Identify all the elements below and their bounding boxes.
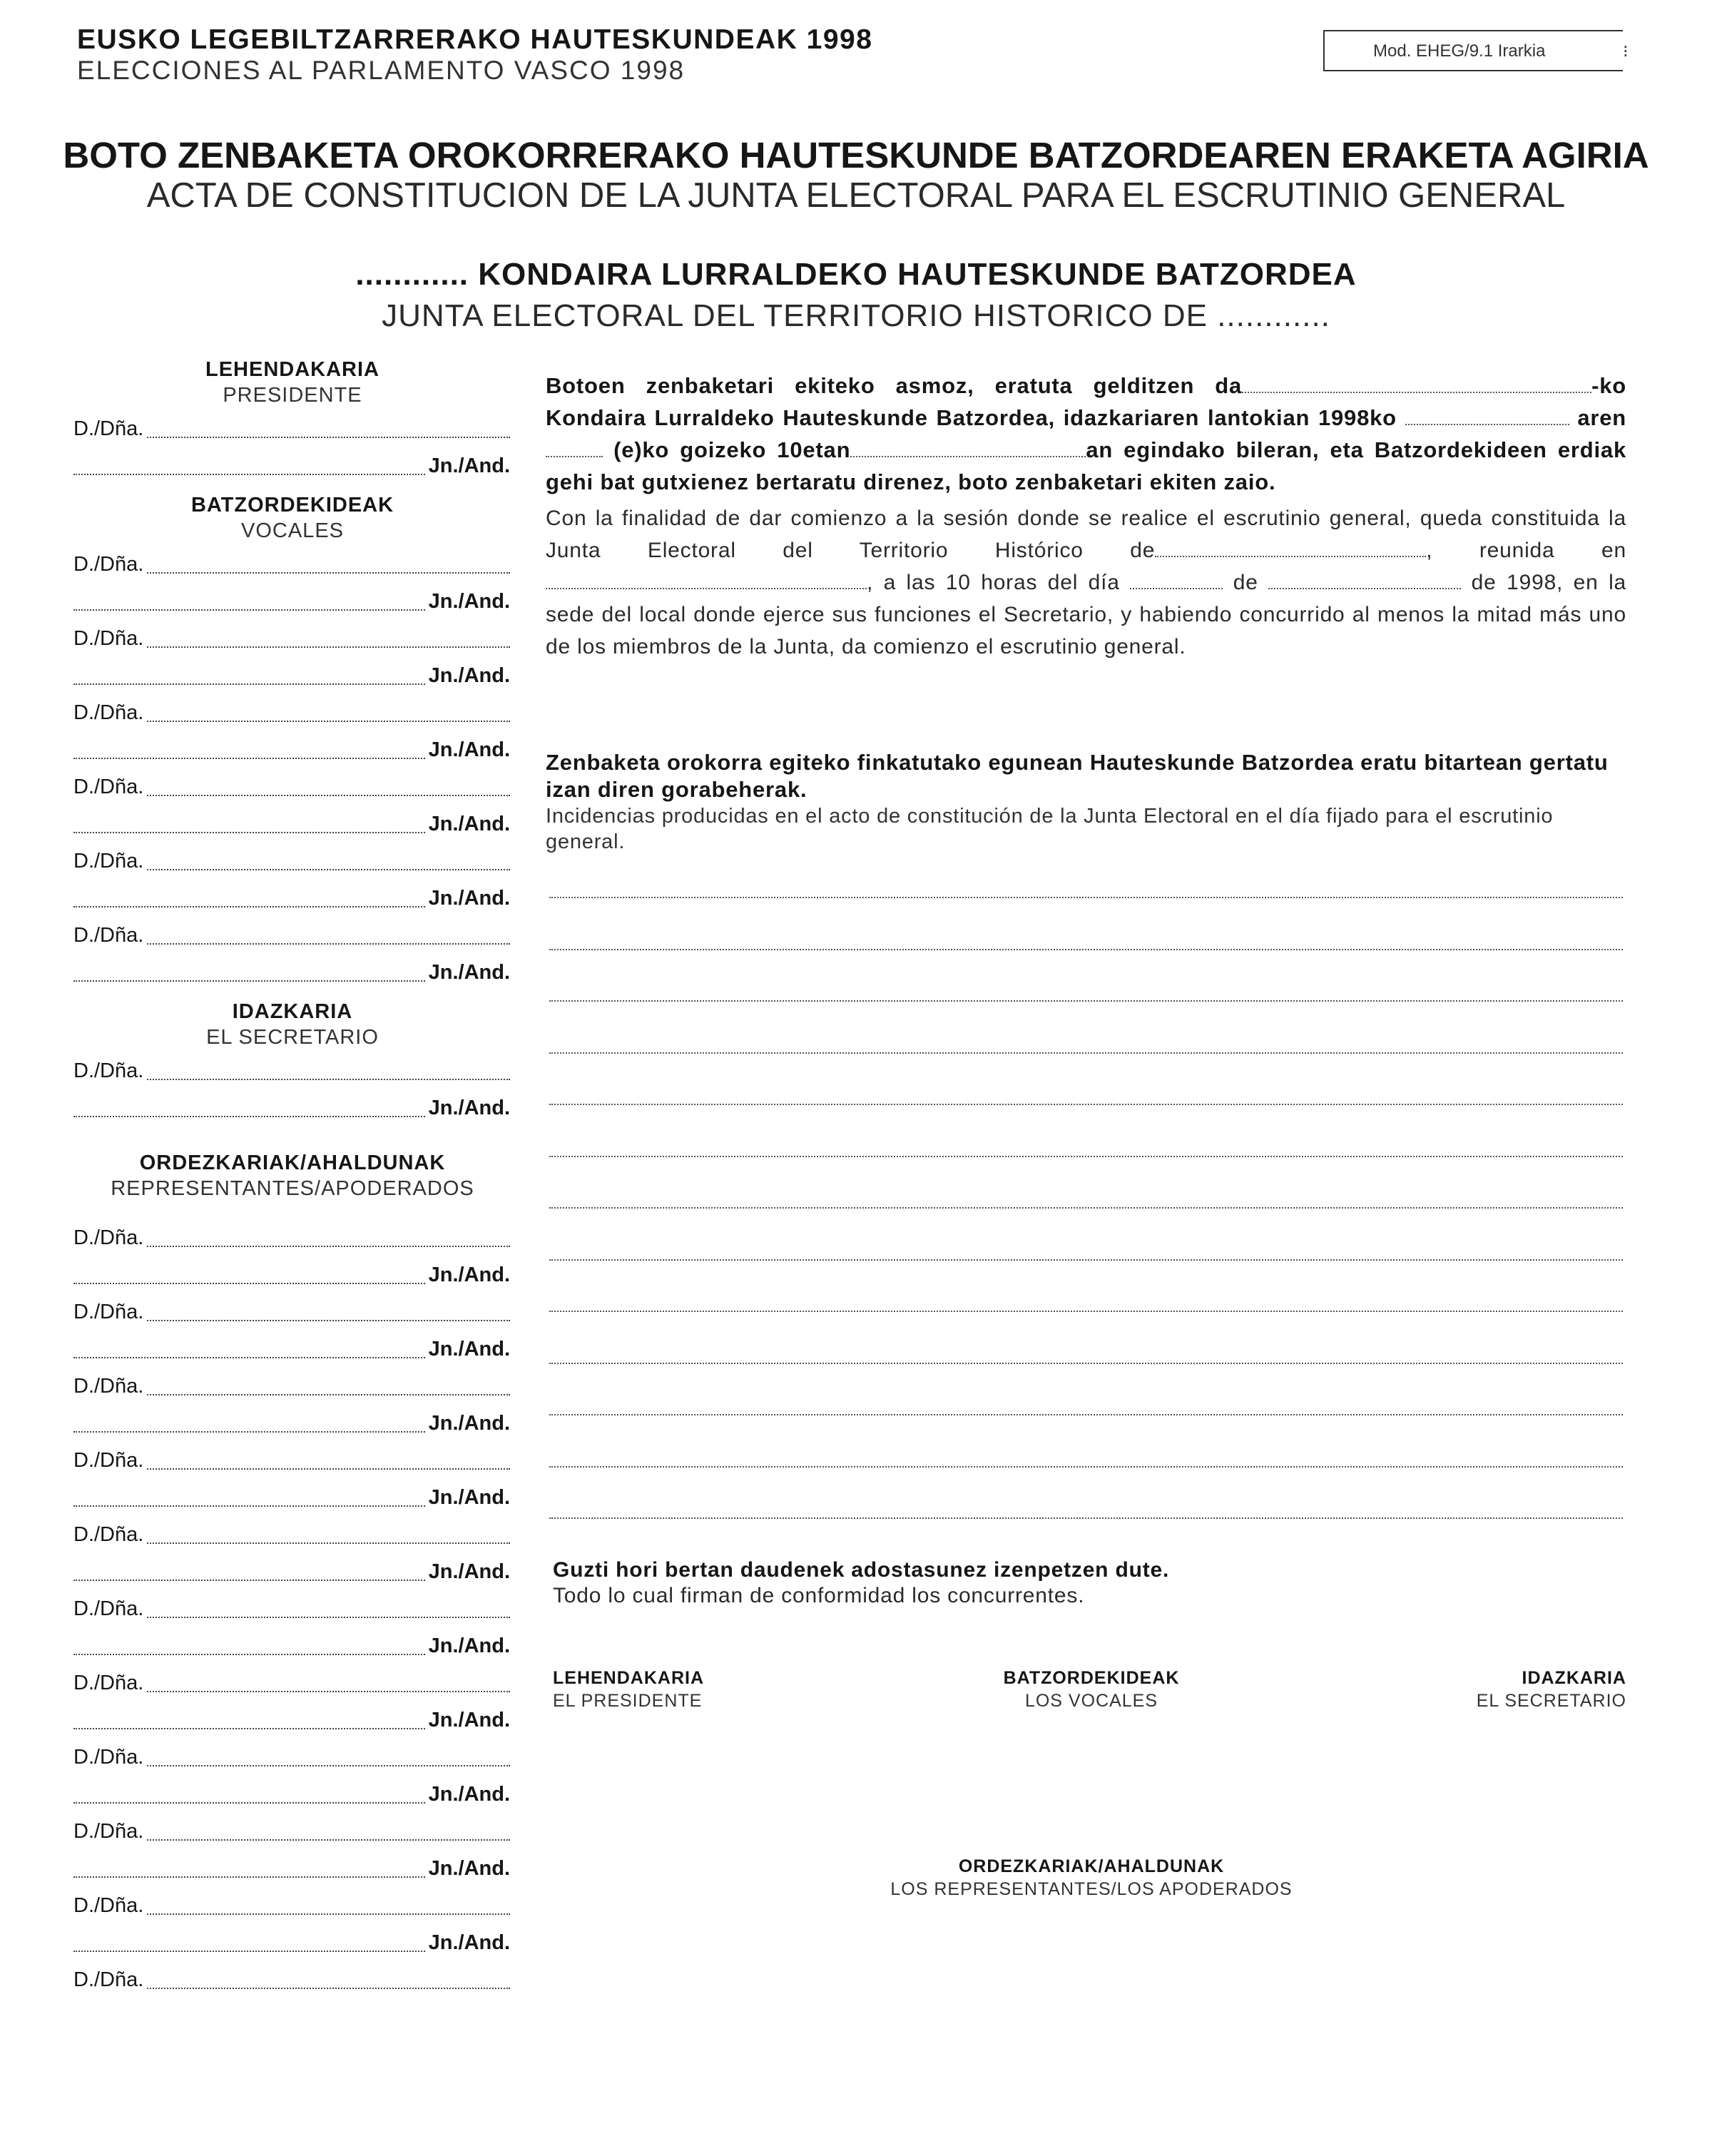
signature-secretary-eu: IDAZKARIA — [1522, 1668, 1626, 1688]
jn-and-label: Jn./And. — [426, 1931, 510, 1955]
secretary-name-field[interactable] — [68, 1050, 517, 1087]
paragraph-eu-part2: -ko Kondaira Lurraldeko Hauteskunde Batzordea, idazkariaren lantokian 1998ko — [546, 373, 1626, 430]
jn-and-label: Jn./And. — [426, 1338, 510, 1361]
president-name-field[interactable] — [68, 408, 517, 445]
vocales-heading-es: VOCALES — [241, 519, 344, 542]
territory-field-es[interactable] — [1155, 556, 1426, 557]
vocal-name-field[interactable] — [68, 692, 517, 729]
vocal-id-field[interactable] — [68, 952, 517, 989]
paragraph-eu-part5: an egindako bileran, eta Batzordekideen erdiak gehi bat gutxienez bertaratu direnez, boto zenbaketari ekiten zaio. — [546, 437, 1626, 494]
signature-secretary-es: EL SECRETARIO — [1476, 1691, 1626, 1711]
signature-vocales-eu: BATZORDEKIDEAK — [1003, 1668, 1180, 1688]
incident-line[interactable] — [549, 1517, 1623, 1519]
vocal-id-field[interactable] — [68, 581, 517, 618]
jn-and-label: Jn./And. — [426, 1783, 510, 1806]
dona-label: D./Dña. — [73, 1375, 146, 1398]
jn-and-label: Jn./And. — [426, 1412, 510, 1435]
junta-title-eu: ............ KONDAIRA LURRALDEKO HAUTESKUNDE BATZORDEA — [355, 257, 1357, 292]
secretary-heading-es: EL SECRETARIO — [206, 1026, 379, 1049]
venue-field-eu[interactable] — [850, 456, 1086, 457]
dona-label: D./Dña. — [73, 1672, 146, 1695]
jn-and-label: Jn./And. — [426, 1634, 510, 1658]
dona-label: D./Dña. — [73, 1820, 146, 1844]
dona-label: D./Dña. — [73, 1226, 146, 1250]
dona-label: D./Dña. — [73, 701, 146, 725]
month-field-es[interactable] — [1268, 588, 1461, 589]
jn-and-label: Jn./And. — [426, 887, 510, 910]
day-field-es[interactable] — [1130, 588, 1223, 589]
representative-id-field[interactable] — [68, 1922, 517, 1959]
box-corner-mark: ⁝ — [1623, 42, 1629, 61]
incident-line[interactable] — [549, 949, 1623, 950]
representatives-heading-eu: ORDEZKARIAK/AHALDUNAK — [139, 1151, 446, 1174]
dona-label: D./Dña. — [73, 1059, 146, 1083]
dona-label: D./Dña. — [73, 417, 146, 441]
dona-label: D./Dña. — [73, 1523, 146, 1547]
representative-id-field[interactable] — [68, 1625, 517, 1662]
signature-vocales — [949, 1667, 1234, 1712]
representative-id-field[interactable] — [68, 1403, 517, 1440]
president-heading-eu: LEHENDAKARIA — [205, 358, 379, 381]
signature-president — [553, 1667, 704, 1712]
vocal-id-field[interactable] — [68, 878, 517, 915]
president-id-field[interactable] — [68, 445, 517, 482]
representative-name-field[interactable] — [68, 1440, 517, 1477]
representative-name-field[interactable] — [68, 1885, 517, 1922]
members-column — [68, 357, 517, 1996]
vocal-id-field[interactable] — [68, 803, 517, 840]
dona-label: D./Dña. — [73, 776, 146, 799]
paragraph-es-part2: , reunida en — [1426, 539, 1626, 562]
paragraph-es-part5: de 1998, en la sede del local donde ejerce sus funciones el Secretario, y habiendo concurrido al menos la mitad más uno de los miembros de la Junta, da comienzo el escrutinio general. — [546, 571, 1627, 659]
representative-name-field[interactable] — [68, 1959, 517, 1996]
representative-id-field[interactable] — [68, 1774, 517, 1811]
vocal-name-field[interactable] — [68, 544, 517, 581]
closing-text-es: Todo lo cual firman de conformidad los concurrentes. — [553, 1584, 1085, 1607]
paragraph-eu-part1: Botoen zenbaketari ekiteko asmoz, eratuta gelditzen da — [546, 373, 1243, 398]
jn-and-label: Jn./And. — [426, 664, 510, 688]
constitution-paragraph-eu — [546, 370, 1626, 663]
vocal-id-field[interactable] — [68, 655, 517, 692]
signature-representatives-es: LOS REPRESENTANTES/LOS APODERADOS — [890, 1879, 1293, 1899]
incident-line[interactable] — [549, 1414, 1623, 1415]
document-title-eu: BOTO ZENBAKETA OROKORRERAKO HAUTESKUNDE BATZORDEAREN ERAKETA AGIRIA — [63, 135, 1649, 176]
jn-and-label: Jn./And. — [426, 813, 510, 836]
election-title-es: ELECCIONES AL PARLAMENTO VASCO 1998 — [77, 56, 686, 85]
incident-line[interactable] — [549, 1000, 1623, 1002]
incident-line[interactable] — [549, 1363, 1623, 1364]
representative-id-field[interactable] — [68, 1477, 517, 1514]
dona-label: D./Dña. — [73, 1597, 146, 1621]
representative-id-field[interactable] — [68, 1699, 517, 1737]
paragraph-es-part1: Con la finalidad de dar comienzo a la sesión donde se realice el escrutinio general, queda constituida la Junta Electoral del Territorio Histórico de — [546, 507, 1626, 562]
jn-and-label: Jn./And. — [426, 1486, 510, 1510]
incident-line[interactable] — [549, 1466, 1623, 1468]
signature-president-eu: LEHENDAKARIA — [553, 1668, 704, 1688]
dona-label: D./Dña. — [73, 850, 146, 873]
incident-line[interactable] — [549, 1311, 1623, 1312]
signature-president-es: EL PRESIDENTE — [553, 1691, 703, 1711]
representative-name-field[interactable] — [68, 1662, 517, 1699]
jn-and-label: Jn./And. — [426, 1263, 510, 1287]
dona-label: D./Dña. — [73, 553, 146, 576]
dona-label: D./Dña. — [73, 1894, 146, 1918]
vocal-name-field[interactable] — [68, 766, 517, 803]
representative-name-field[interactable] — [68, 1291, 517, 1328]
jn-and-label: Jn./And. — [426, 1857, 510, 1881]
representative-name-field[interactable] — [68, 1588, 517, 1625]
incidents-section — [546, 749, 1626, 855]
dona-label: D./Dña. — [73, 924, 146, 947]
vocal-name-field[interactable] — [68, 840, 517, 878]
document-title-es: ACTA DE CONSTITUCION DE LA JUNTA ELECTORAL PARA EL ESCRUTINIO GENERAL — [146, 176, 1566, 215]
representative-name-field[interactable] — [68, 1514, 517, 1551]
paragraph-es-part3: , a las 10 horas del día — [867, 571, 1120, 594]
dona-label: D./Dña. — [73, 627, 146, 651]
dona-label: D./Dña. — [73, 1449, 146, 1473]
representative-id-field[interactable] — [68, 1328, 517, 1366]
territory-field-eu[interactable] — [1242, 392, 1591, 393]
vocal-name-field[interactable] — [68, 618, 517, 655]
jn-and-label: Jn./And. — [426, 590, 510, 614]
incident-line[interactable] — [549, 1052, 1623, 1054]
dona-label: D./Dña. — [73, 1746, 146, 1769]
representative-id-field[interactable] — [68, 1848, 517, 1885]
paragraph-es-part4: de — [1233, 571, 1258, 594]
day-field-eu[interactable] — [546, 456, 603, 457]
representative-name-field[interactable] — [68, 1737, 517, 1774]
jn-and-label: Jn./And. — [426, 1097, 510, 1120]
venue-field-es[interactable] — [546, 588, 867, 589]
incidents-heading-es: Incidencias producidas en el acto de constitución de la Junta Electoral en el día fijado para el escrutinio general. — [546, 805, 1554, 853]
representative-id-field[interactable] — [68, 1254, 517, 1291]
signature-secretary — [1412, 1667, 1626, 1712]
vocal-name-field[interactable] — [68, 915, 517, 952]
incidents-heading-eu: Zenbaketa orokorra egiteko finkatutako egunean Hauteskunde Batzordea eratu bitartean gertatu izan diren gorabeherak. — [546, 750, 1609, 802]
representative-name-field[interactable] — [68, 1366, 517, 1403]
junta-title-es: JUNTA ELECTORAL DEL TERRITORIO HISTORICO DE ............ — [382, 298, 1330, 333]
incident-line[interactable] — [549, 1207, 1623, 1209]
incident-line[interactable] — [549, 1156, 1623, 1157]
representative-name-field[interactable] — [68, 1811, 517, 1848]
month-field-eu[interactable] — [1405, 424, 1569, 425]
representative-id-field[interactable] — [68, 1551, 517, 1588]
jn-and-label: Jn./And. — [426, 1709, 510, 1732]
vocal-id-field[interactable] — [68, 729, 517, 766]
incident-line[interactable] — [549, 1259, 1623, 1261]
signature-representatives-eu: ORDEZKARIAK/AHALDUNAK — [958, 1856, 1225, 1876]
election-title-eu: EUSKO LEGEBILTZARRERAKO HAUTESKUNDEAK 1998 — [77, 24, 873, 55]
incident-line[interactable] — [549, 1104, 1623, 1105]
signature-vocales-es: LOS VOCALES — [1024, 1691, 1158, 1711]
jn-and-label: Jn./And. — [426, 1560, 510, 1584]
dona-label: D./Dña. — [73, 1968, 146, 1992]
representatives-heading-es: REPRESENTANTES/APODERADOS — [111, 1177, 474, 1200]
incident-line[interactable] — [549, 897, 1623, 898]
model-code: Mod. EHEG/9.1 Irarkia — [1373, 41, 1546, 61]
representative-name-field[interactable] — [68, 1217, 517, 1254]
paragraph-eu-part4: (e)ko goizeko 10etan — [613, 437, 851, 462]
closing-text-eu: Guzti hori bertan daudenek adostasunez izenpetzen dute. — [553, 1558, 1170, 1582]
paragraph-eu-part3: aren — [1577, 405, 1627, 430]
president-heading-es: PRESIDENTE — [223, 384, 362, 407]
signature-representatives — [806, 1855, 1377, 1901]
jn-and-label: Jn./And. — [426, 454, 510, 478]
secretary-id-field[interactable] — [68, 1087, 517, 1124]
secretary-heading-eu: IDAZKARIA — [232, 1000, 353, 1023]
dona-label: D./Dña. — [73, 1301, 146, 1324]
vocales-heading-eu: BATZORDEKIDEAK — [190, 494, 394, 517]
jn-and-label: Jn./And. — [426, 961, 510, 985]
jn-and-label: Jn./And. — [426, 738, 510, 762]
